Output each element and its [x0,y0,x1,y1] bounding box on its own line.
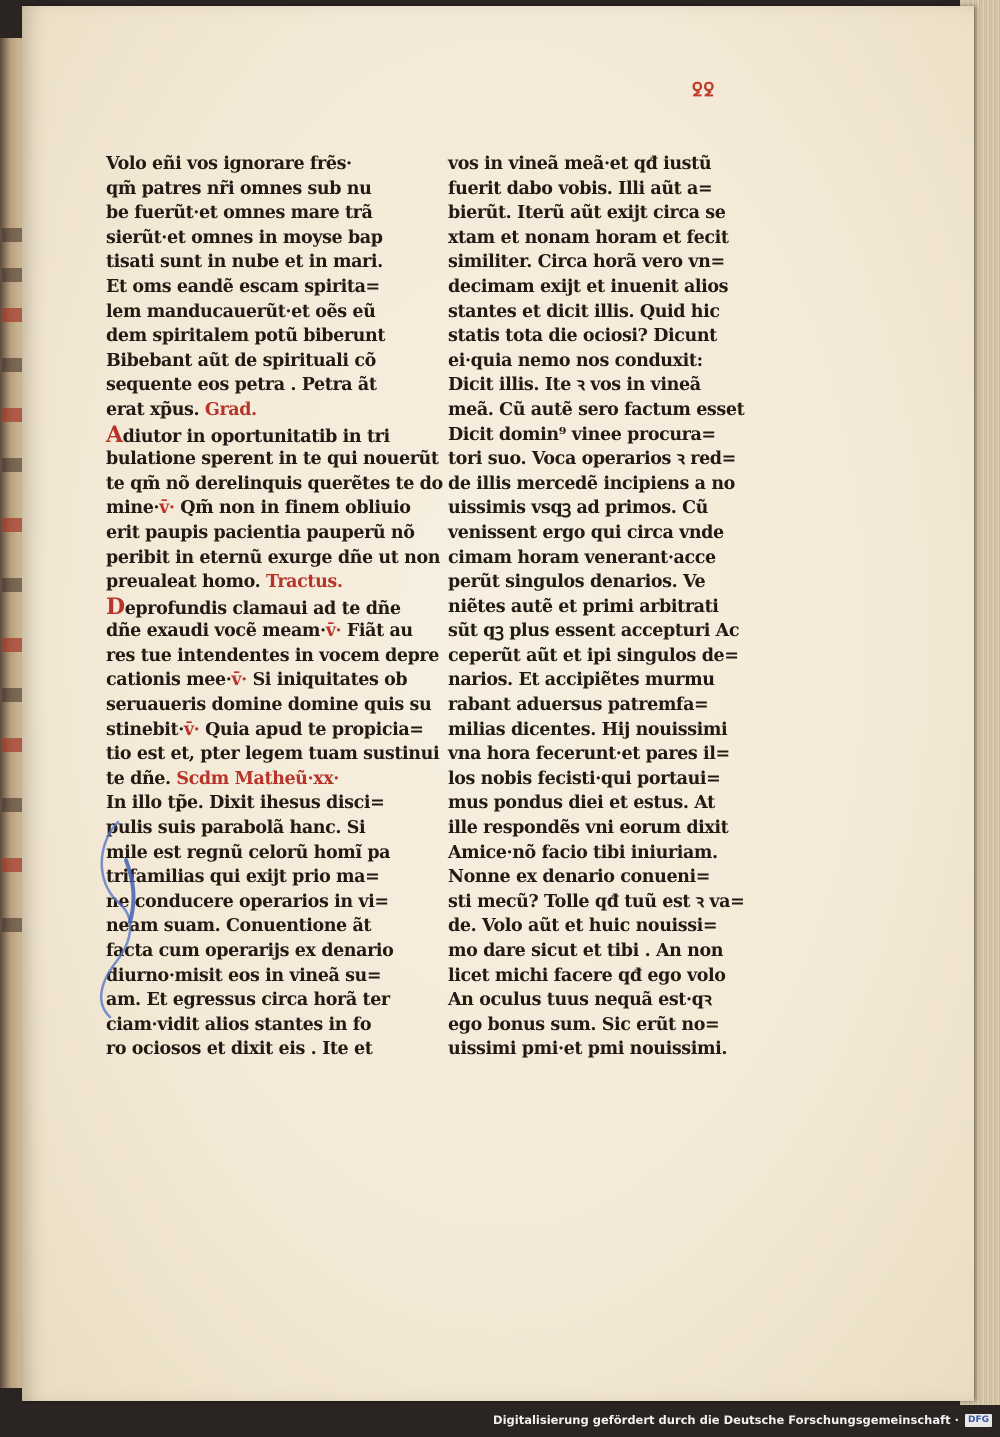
text-line [106,570,406,595]
text-line: uissimis vsqꝫ ad primos. Cũ [448,498,708,519]
right-text-column [448,152,748,1062]
text-line: narios. Et accipiẽtes murmu [448,670,715,691]
text-line: Amice·nõ facio tibi iniuriam. [448,842,718,863]
text-segment: erat xp̃us. [106,399,205,420]
text-segment: dñe exaudi vocẽ meam· [106,621,326,642]
text-line: niẽtes autẽ et primi arbitrati [448,596,719,617]
text-line: Dicit domin⁹ vinee procura= [448,424,716,445]
folio-number: ꝿꝿ [692,80,716,101]
text-line [106,619,413,644]
text-line [106,595,406,620]
text-segment: stinebit· [106,719,184,740]
text-line [106,398,406,423]
text-line: sũt qꝫ plus essent accepturi Ac [448,621,740,642]
text-line: Bibebant aũt de spirituali cõ [106,350,376,371]
text-segment: diutor in oportunitatib in tri [122,426,390,447]
text-line: lem manducauerũt·et oẽs eũ [106,301,376,322]
text-line: tori suo. Voca operarios ꝛ red= [448,449,736,470]
initial-segment: A [106,421,123,448]
text-line: decimam exijt et inuenit alios [448,276,729,297]
text-line: Volo eñi vos ignorare frẽs· [106,154,352,174]
text-segment: Fiãt au [341,621,413,642]
text-line: ille respondẽs vni eorum dixit [448,818,729,839]
text-line: dem spiritalem potũ biberunt [106,326,386,347]
text-line [106,496,411,521]
rubric-segment: Grad. [204,399,257,420]
text-line: facta cum operarijs ex denario [106,941,394,961]
text-line: mile est regnũ celorũ homĩ pa [106,842,391,863]
text-line: rabant aduersus patremfa= [448,695,709,716]
text-line [106,718,424,743]
text-line: venissent ergo qui circa vnde [448,522,724,543]
text-segment: Qm̃ non in finem obliuio [174,498,411,519]
text-line: qm̃ patres nr̃i omnes sub nu [106,178,372,199]
text-line: de illis mercedẽ incipiens a no [448,473,735,494]
text-line: perũt singulos denarios. Ve [448,572,706,593]
rubric-segment: v̄· [183,719,200,740]
text-line: bierũt. Iterũ aũt exijt circa se [448,203,726,224]
text-segment: preualeat homo. [106,572,267,593]
text-line: uissimi pmi·et pmi nouissimi. [448,1039,728,1060]
text-line: res tue intendentes in vocem depre [106,645,439,666]
text-segment: mine· [106,498,160,519]
text-line: ne conducere operarios in vi= [106,891,389,912]
text-line: sequente eos petra . Petra ãt [106,375,377,396]
text-line [106,423,406,448]
text-line: tisati sunt in nube et in mari. [106,252,383,273]
rubric-segment: v̄· [159,498,175,519]
text-line: pulis suis parabolã hanc. Si [106,818,366,839]
text-line: statis tota die ociosi? Dicunt [448,326,717,347]
text-line: te qm̃ nõ derelinquis querẽtes te do [106,473,443,494]
text-line: ei·quia nemo nos conduxit: [448,350,703,371]
text-segment: eprofundis clamaui ad te dñe [124,598,401,619]
text-line: sierũt·et omnes in moyse bap [106,227,383,248]
text-line [106,668,406,693]
text-line: milias dicentes. Hij nouissimi [448,719,728,740]
text-line: cimam horam venerant·acce [448,547,716,568]
text-line: similiter. Circa horã vero vn= [448,252,725,273]
text-segment: cationis mee· [106,670,232,691]
text-line: los nobis fecisti·qui portaui= [448,768,721,789]
footer-credit-text: Digitalisierung gefördert durch die Deutsche Forschungsgemeinschaft · [493,1413,959,1427]
text-line: peribit in eternũ exurge dñe ut non [106,547,441,568]
text-line: vos in vineã meã·et qđ iustũ [448,154,712,174]
text-line: bulatione sperent in te qui nouerũt [106,449,439,470]
text-segment: Quia apud te propicia= [199,719,424,740]
text-segment: te dñe. [106,768,177,789]
digitization-footer [493,1410,992,1430]
text-line: In illo tp̃e. Dixit ihesus disci= [106,793,385,814]
text-line: neam suam. Conuentione ãt [106,916,372,937]
text-line: licet michi facere qđ ego volo [448,965,726,986]
text-line: diurno·misit eos in vineã su= [106,965,382,986]
text-line: erit paupis pacientia pauperũ nõ [106,522,415,543]
text-line: ceperũt aũt et ipi singulos de= [448,645,739,666]
text-line: stantes et dicit illis. Quid hic [448,301,720,322]
text-line: de. Volo aũt et huic nouissi= [448,916,718,937]
text-line: ro ociosos et dixit eis . Ite et [106,1039,373,1060]
text-line: Et oms eandẽ escam spirita= [106,276,380,297]
text-line: Nonne ex denario conueni= [448,867,711,888]
text-line: seruaueris domine domine quis su [106,695,432,716]
text-line: am. Et egressus circa horã ter [106,990,390,1011]
marginal-blue-annotation [80,812,170,1022]
text-line: ego bonus sum. Sic erũt no= [448,1014,720,1035]
text-line: sti mecũ? Tolle qđ tuũ est ꝛ va= [448,891,745,912]
text-line: mus pondus diei et estus. At [448,793,715,814]
text-segment: Si iniquitates ob [246,670,408,691]
text-line: meã. Cũ autẽ sero factum esset [448,399,745,420]
text-line: trifamilias qui exijt prio ma= [106,867,380,888]
text-line: xtam et nonam horam et fecit [448,227,729,248]
text-line [106,767,406,792]
text-line: ciam·vidit alios stantes in fo [106,1014,372,1035]
text-line: tio est et, pter legem tuam sustinui [106,744,440,765]
dfg-logo: DFG [965,1414,992,1427]
rubric-segment: Scdm Matheũ·xx· [176,768,339,789]
rubric-segment: Tractus. [266,572,343,593]
text-line: vna hora fecerunt·et pares il= [448,744,730,765]
rubric-segment: v̄· [231,670,247,691]
text-line: An oculus tuus nequã est·qꝛ [448,990,712,1011]
text-line: mo dare sicut et tibi . An non [448,941,724,961]
text-line: Dicit illis. Ite ꝛ vos in vineã [448,375,701,396]
rubric-segment: v̄· [325,621,342,642]
text-line: fuerit dabo vobis. Illi aũt a= [448,178,713,199]
text-line: be fuerũt·et omnes mare trã [106,203,373,224]
initial-segment: D [106,593,125,620]
